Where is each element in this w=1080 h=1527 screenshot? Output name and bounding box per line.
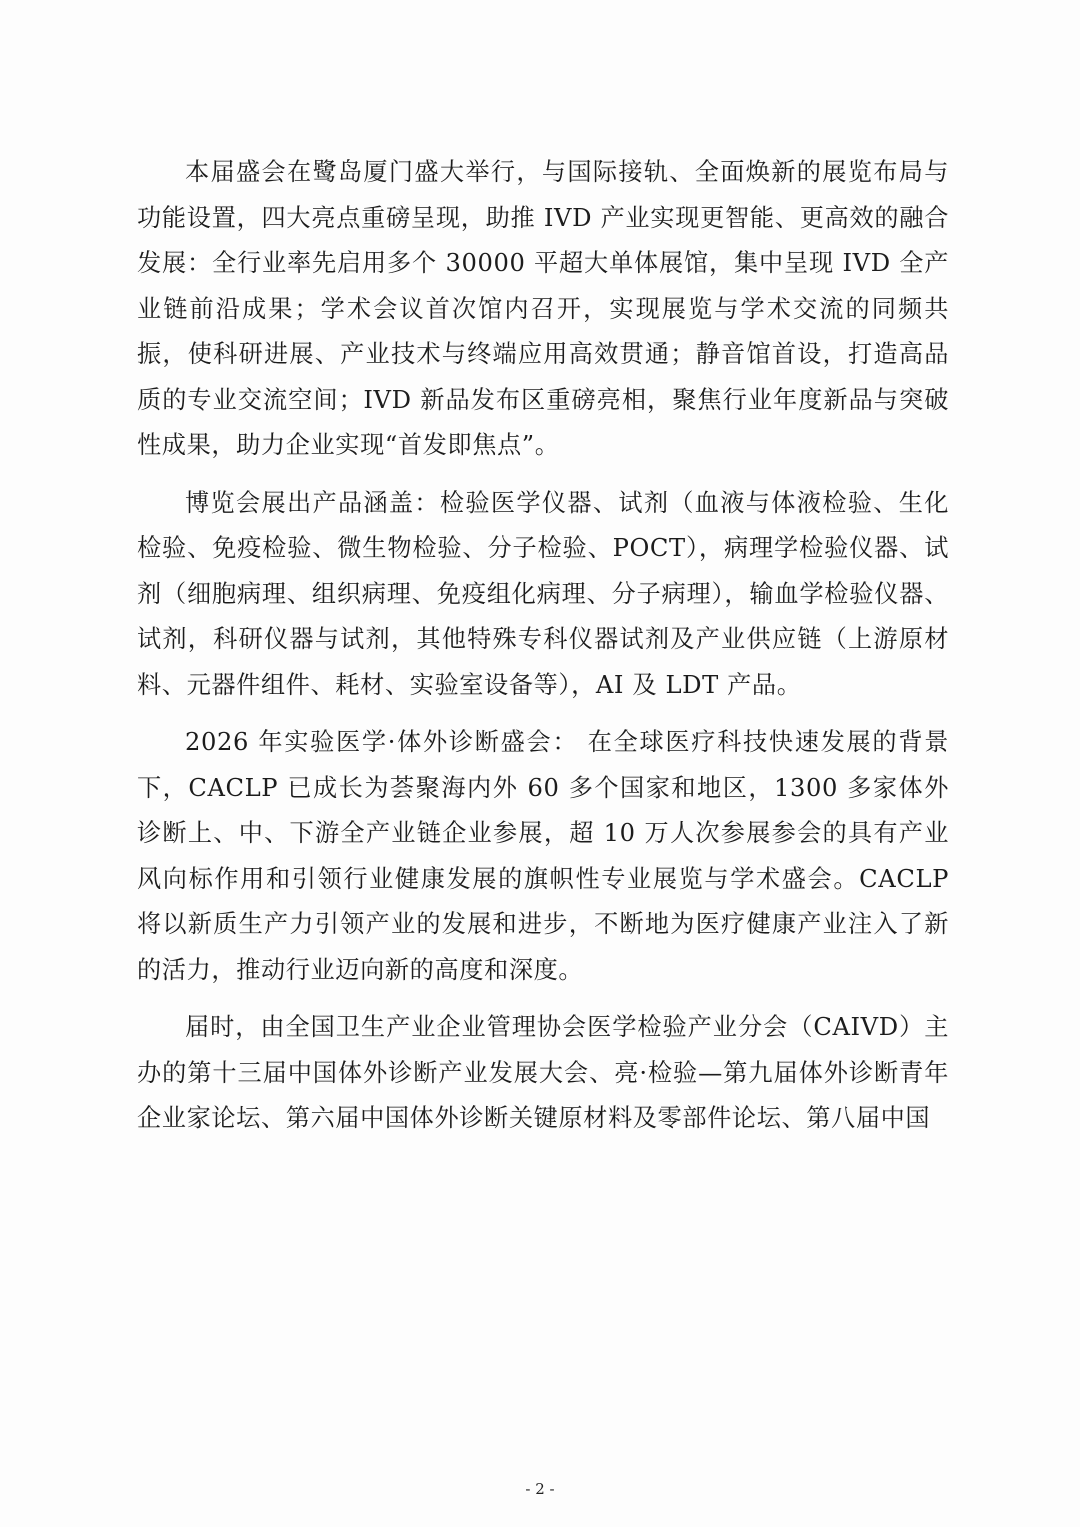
page-number: - 2 -: [525, 1480, 555, 1498]
paragraph-event-overview: 2026 年实验医学·体外诊断盛会： 在全球医疗科技快速发展的背景下，CACLP 已成长为荟聚海内外 60 多个国家和地区，1300 多家体外诊断上、中、下游全产业链企业参展，超 10 万人次参展参会的具有产业风向标作用和引领行业健康发展的旗帜性专业展览与学术盛会。CACLP 将以新质生产力引领产业的发展和进步，不断地为医疗健康产业注入了新的活力，推动行业迈向新的高度和深度。: [137, 728, 949, 984]
document-body: [137, 150, 949, 1142]
paragraph-product-scope: 博览会展出产品涵盖：检验医学仪器、试剂（血液与体液检验、生化检验、免疫检验、微生物检验、分子检验、POCT），病理学检验仪器、试剂（细胞病理、组织病理、免疫组化病理、分子病理），输血学检验仪器、试剂，科研仪器与试剂，其他特殊专科仪器试剂及产业供应链（上游原材料、元器件组件、耗材、实验室设备等），AI 及 LDT 产品。: [137, 488, 949, 699]
paragraph-exhibition-highlights: 本届盛会在鹭岛厦门盛大举行，与国际接轨、全面焕新的展览布局与功能设置，四大亮点重磅呈现，助推 IVD 产业实现更智能、更高效的融合发展：全行业率先启用多个 30000 平超大单体展馆，集中呈现 IVD 全产业链前沿成果；学术会议首次馆内召开，实现展览与学术交流的同频共振，使科研进展、产业技术与终端应用高效贯通；静音馆首设，打造高品质的专业交流空间；IVD 新品发布区重磅亮相，聚焦行业年度新品与突破性成果，助力企业实现“首发即焦点”。: [137, 158, 949, 459]
paragraph-concurrent-forums: 届时，由全国卫生产业企业管理协会医学检验产业分会（CAIVD）主办的第十三届中国体外诊断产业发展大会、亮·检验—第九届体外诊断青年企业家论坛、第六届中国体外诊断关键原材料及零部件论坛、第八届中国: [137, 1013, 949, 1132]
